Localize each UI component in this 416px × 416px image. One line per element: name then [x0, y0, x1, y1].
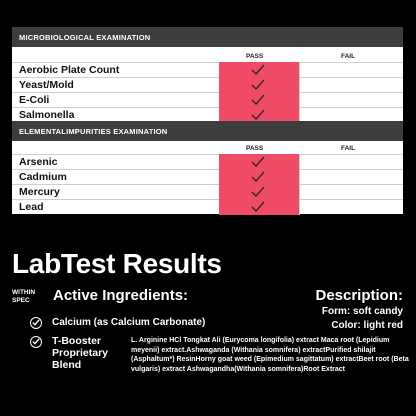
test-name: Mercury [19, 186, 60, 198]
table-row [12, 169, 403, 184]
test-name: Salmonella [19, 109, 75, 121]
lab-results-table [12, 27, 403, 214]
fail-cell [299, 185, 403, 200]
form-text: Form: soft candy [321, 306, 403, 317]
test-name: Cadmium [19, 171, 67, 183]
pass-cell [219, 199, 299, 215]
checkmark-icon [251, 156, 265, 168]
fail-cell [299, 93, 403, 108]
color-text: Color: light red [331, 320, 403, 331]
page-title: LabTest Results [12, 248, 222, 279]
test-name: Aerobic Plate Count [19, 64, 120, 76]
ingredient-name-line: Blend [52, 359, 82, 371]
checkmark-icon [251, 201, 265, 213]
micro-section-header: MICROBIOLOGICAL EXAMINATION [12, 27, 403, 47]
fail-cell [299, 200, 403, 215]
test-name: Yeast/Mold [19, 79, 74, 91]
table-row [12, 184, 403, 199]
fail-cell [299, 155, 403, 170]
table-row [12, 107, 403, 122]
within-spec-line: SPEC [12, 297, 30, 304]
elemental-section-header: ELEMENTALIMPURITIES EXAMINATION [12, 121, 403, 141]
ingredient-name-line: T-Booster [52, 335, 102, 347]
checkmark-icon [251, 64, 265, 76]
pass-column-label: PASS [246, 53, 264, 60]
checkmark-icon [251, 186, 265, 198]
table-row [12, 92, 403, 107]
pass-cell [219, 62, 299, 78]
table-row [12, 199, 403, 214]
table-row [12, 154, 403, 169]
check-circle-icon [30, 336, 42, 348]
pass-cell [219, 184, 299, 200]
test-name: E-Coli [19, 94, 50, 106]
ingredient-name-line: Proprietary [52, 347, 109, 359]
fail-cell [299, 78, 403, 93]
test-name: Lead [19, 201, 44, 213]
table-row [12, 77, 403, 92]
pass-column-label: PASS [246, 145, 264, 152]
checkmark-icon [251, 109, 265, 121]
check-circle-icon [30, 317, 42, 329]
pass-cell [219, 169, 299, 185]
test-name: Arsenic [19, 156, 58, 168]
within-spec-line: WITHIN [12, 289, 36, 296]
description-heading: Description: [315, 287, 403, 304]
checkmark-icon [251, 94, 265, 106]
pass-cell [219, 154, 299, 170]
ingredient-tbooster-detail: L. Arginine HCl Tongkat Ali (Eurycoma longifolia) extract Maca root (Lepidium meyenii) extract.Ashwaganda (Withania somnifera) extractPurified shilajit (Asphaltum*) ResinHorny goat weed (Epimedium sagittatum) extractBeet root (Beta vulgaris) extract Ashwagandha(Withania somnifera)Root Extract [131, 337, 409, 373]
fail-column-label: FAIL [341, 53, 356, 60]
fail-cell [299, 170, 403, 185]
fail-cell [299, 63, 403, 78]
table-row [12, 62, 403, 77]
ingredient-calcium: Calcium (as Calcium Carbonate) [52, 317, 206, 328]
pass-cell [219, 77, 299, 93]
ingredient-tbooster-name [52, 335, 122, 371]
checkmark-icon [251, 171, 265, 183]
active-ingredients-heading: Active Ingredients: [53, 287, 189, 304]
pass-cell [219, 92, 299, 108]
checkmark-icon [251, 79, 265, 91]
fail-column-label: FAIL [341, 145, 356, 152]
within-spec-label [12, 289, 35, 305]
